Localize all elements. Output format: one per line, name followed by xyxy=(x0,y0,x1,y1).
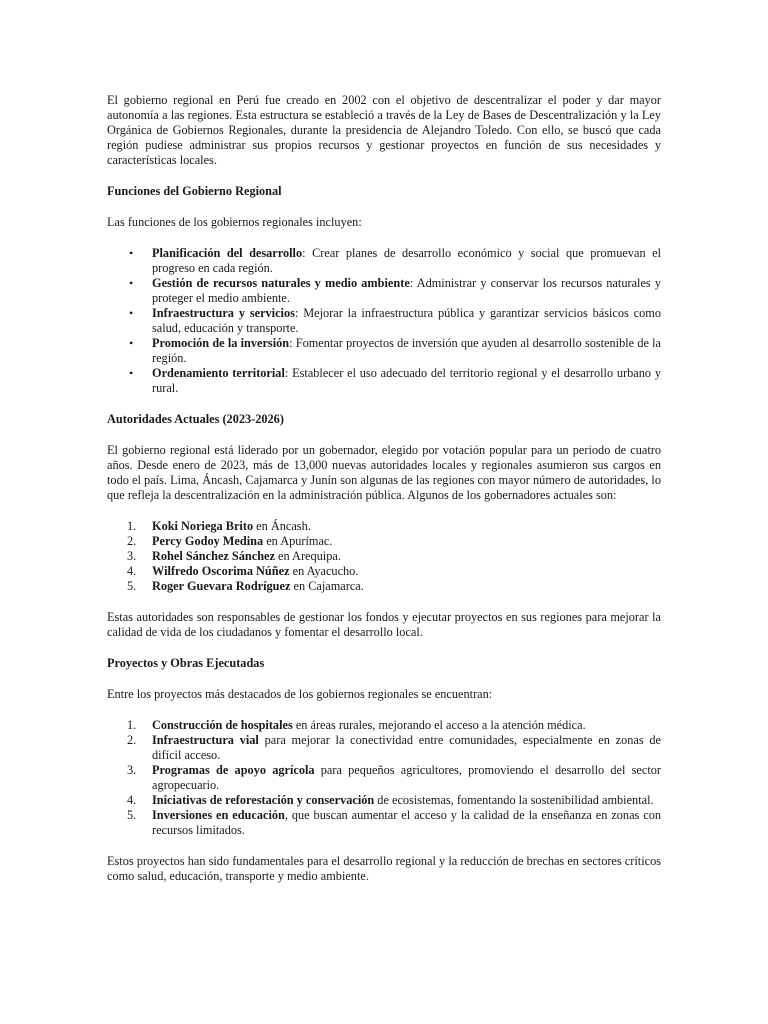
proyectos-list xyxy=(107,718,661,838)
list-item xyxy=(107,564,661,579)
number-marker: 1. xyxy=(127,519,137,533)
number-marker: 4. xyxy=(127,564,137,578)
proyectos-closing: Estos proyectos han sido fundamentales para el desarrollo regional y la reducción de brechas en sectores críticos como salud, educación, transporte y medio ambiente. xyxy=(107,854,661,883)
number-marker: 1. xyxy=(127,718,137,732)
list-item xyxy=(107,579,661,594)
number-marker: 5. xyxy=(127,579,137,593)
list-item xyxy=(107,733,661,763)
heading-autoridades: Autoridades Actuales (2023-2026) xyxy=(107,412,284,426)
list-item xyxy=(107,246,661,276)
item-text: en Apurímac. xyxy=(263,534,333,548)
number-marker: 3. xyxy=(127,763,137,777)
list-item xyxy=(107,718,661,733)
item-text: : Mejorar la infraestructura pública y garantizar servicios básicos como salud, educación y transporte. xyxy=(152,306,661,335)
item-bold: Percy Godoy Medina xyxy=(152,534,264,548)
autoridades-closing: Estas autoridades son responsables de gestionar los fondos y ejecutar proyectos en sus regiones para mejorar la calidad de vida de los ciudadanos y fomentar el desarrollo local. xyxy=(107,610,661,639)
item-bold: Gestión de recursos naturales y medio ambiente xyxy=(152,276,410,290)
list-item xyxy=(107,763,661,793)
number-marker: 3. xyxy=(127,549,137,563)
intro-paragraph: El gobierno regional en Perú fue creado en 2002 con el objetivo de descentralizar el poder y dar mayor autonomía a las regiones. Esta estructura se estableció a través de la Ley de Bases de Descentralización y la Ley Orgánica de Gobiernos Regionales, durante la presidencia de Alejandro Toledo. Con ello, se buscó que cada región pudiese administrar sus propios recursos y gestionar proyectos en función de sus necesidades y características locales. xyxy=(107,93,661,167)
item-text: para mejorar la conectividad entre comunidades, especialmente en zonas de difícil acceso. xyxy=(152,733,661,762)
item-text: : Administrar y conservar los recursos naturales y proteger el medio ambiente. xyxy=(152,276,662,305)
heading-funciones: Funciones del Gobierno Regional xyxy=(107,184,282,198)
autoridades-list xyxy=(107,519,661,594)
item-text: : Crear planes de desarrollo económico y social que promuevan el progreso en cada región. xyxy=(152,246,661,275)
number-marker: 5. xyxy=(127,808,137,822)
number-marker: 2. xyxy=(127,733,137,747)
autoridades-lead: El gobierno regional está liderado por un gobernador, elegido por votación popular para un periodo de cuatro años. Desde enero de 2023, más de 13,000 nuevas autoridades locales y regionales asumieron sus cargos en todo el país. Lima, Áncash, Cajamarca y Junín son algunas de las regiones con mayor número de autoridades, lo que refleja la descentralización en la administración pública. Algunos de los gobernadores actuales son: xyxy=(107,443,661,502)
funciones-lead: Las funciones de los gobiernos regionales incluyen: xyxy=(107,215,362,229)
funciones-list xyxy=(107,246,661,396)
number-marker: 4. xyxy=(127,793,137,807)
list-item xyxy=(107,534,661,549)
bullet-marker: • xyxy=(129,246,134,260)
item-text: en Áncash. xyxy=(253,519,311,533)
item-text: en Arequipa. xyxy=(274,549,341,563)
item-text: : Establecer el uso adecuado del territorio regional y el desarrollo urbano y rural. xyxy=(152,366,662,395)
bullet-marker: • xyxy=(129,366,134,380)
item-text: en Cajamarca. xyxy=(290,579,364,593)
list-item xyxy=(107,793,661,808)
number-marker: 2. xyxy=(127,534,137,548)
item-bold: Wilfredo Oscorima Núñez xyxy=(152,564,290,578)
list-item xyxy=(107,366,661,396)
bullet-marker: • xyxy=(129,276,134,290)
proyectos-lead: Entre los proyectos más destacados de los gobiernos regionales se encuentran: xyxy=(107,687,493,701)
item-bold: Construcción de hospitales xyxy=(152,718,293,732)
bullet-marker: • xyxy=(129,336,134,350)
item-bold: Infraestructura vial xyxy=(152,733,259,747)
item-text: para pequeños agricultores, promoviendo el desarrollo del sector agropecuario. xyxy=(152,763,661,792)
item-bold: Infraestructura y servicios xyxy=(152,306,295,320)
heading-proyectos: Proyectos y Obras Ejecutadas xyxy=(107,656,265,670)
list-item xyxy=(107,306,661,336)
list-item xyxy=(107,808,661,838)
item-bold: Promoción de la inversión xyxy=(152,336,290,350)
list-item xyxy=(107,519,661,534)
item-text: de ecosistemas, fomentando la sostenibilidad ambiental. xyxy=(374,793,654,807)
item-bold: Roger Guevara Rodríguez xyxy=(152,579,291,593)
item-text: en áreas rurales, mejorando el acceso a la atención médica. xyxy=(292,718,586,732)
item-bold: Rohel Sánchez Sánchez xyxy=(152,549,275,563)
item-bold: Planificación del desarrollo xyxy=(152,246,303,260)
list-item xyxy=(107,336,661,366)
bullet-marker: • xyxy=(129,306,134,320)
item-text: : Fomentar proyectos de inversión que ayuden al desarrollo sostenible de la región. xyxy=(152,336,661,365)
item-bold: Iniciativas de reforestación y conservación xyxy=(152,793,375,807)
item-bold: Programas de apoyo agrícola xyxy=(152,763,315,777)
item-bold: Koki Noriega Brito xyxy=(152,519,254,533)
item-bold: Ordenamiento territorial xyxy=(152,366,285,380)
list-item xyxy=(107,549,661,564)
item-text: en Ayacucho. xyxy=(289,564,359,578)
item-bold: Inversiones en educación xyxy=(152,808,285,822)
list-item xyxy=(107,276,661,306)
item-text: , que buscan aumentar el acceso y la calidad de la enseñanza en zonas con recursos limitados. xyxy=(152,808,662,837)
